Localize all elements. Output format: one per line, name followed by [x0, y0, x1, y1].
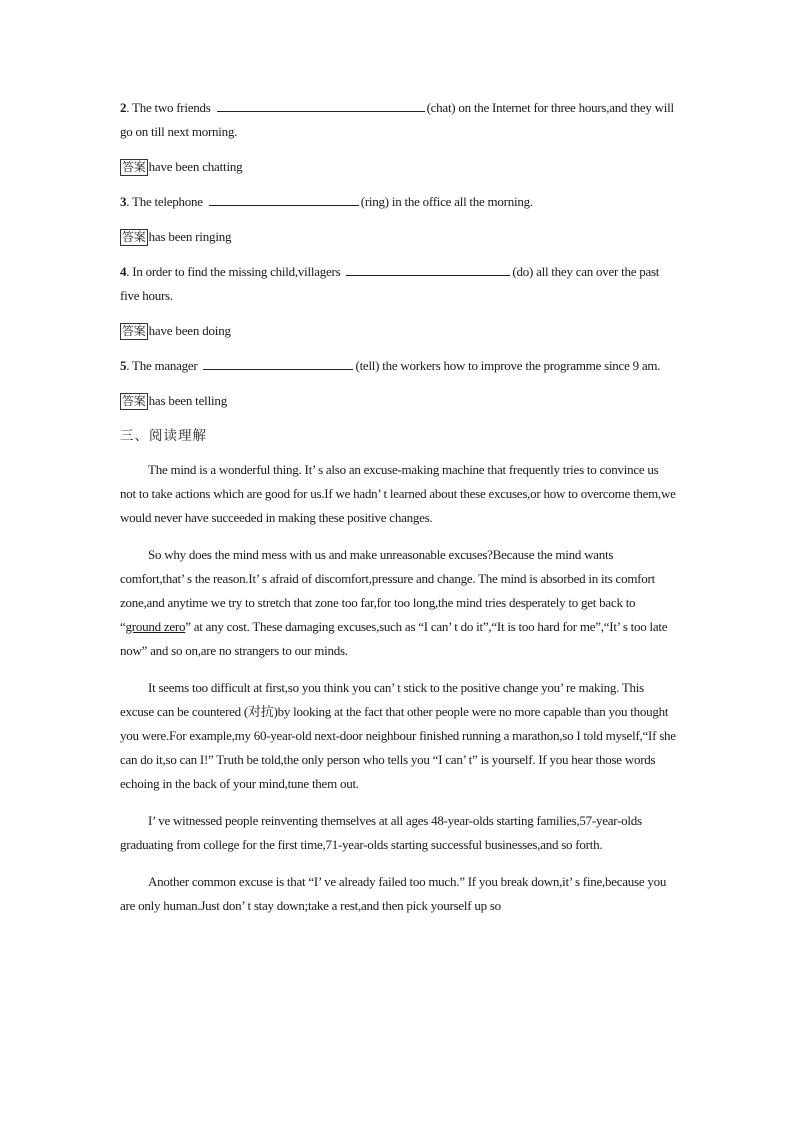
passage-paragraph-2: [120, 543, 676, 663]
answer-blank[interactable]: [217, 97, 425, 112]
question-hint: (tell) the workers how to improve the programme since 9 am.: [355, 358, 661, 373]
answer-line-4: [120, 321, 676, 341]
question-text: . The two friends: [126, 100, 214, 115]
question-hint: (ring) in the office all the morning.: [360, 194, 533, 209]
question-number: 2: [120, 100, 127, 115]
answer-blank[interactable]: [346, 261, 510, 276]
answer-blank[interactable]: [209, 191, 359, 206]
underlined-term: ground zero: [125, 619, 186, 634]
answer-tag: 答案: [122, 230, 146, 244]
question-text: . In order to find the missing child,villagers: [126, 264, 344, 279]
question-number: 5: [120, 358, 127, 373]
question-5: [120, 354, 676, 378]
answer-line-3: [120, 227, 676, 247]
question-hint: (do) all they can over the past five hours.: [120, 264, 660, 303]
answer-tag: 答案: [122, 324, 146, 338]
answer-text: have been chatting: [148, 159, 243, 174]
answer-text: has been telling: [148, 393, 227, 408]
passage-paragraph-5: Another common excuse is that “I’ ve already failed too much.” If you break down,it’ s fine,because you are only human.Just don’ t stay down;take a rest,and then pick yourself up so: [120, 874, 667, 913]
answer-text: have been doing: [148, 323, 231, 338]
document-page: [120, 96, 676, 931]
answer-line-2: [120, 157, 676, 177]
paragraph-text: So why does the mind mess with us and make unreasonable excuses?Because the mind wants comfort,that’ s the reason.It’ s afraid of discomfort,pressure and change. The mind is absorbed in its comfort zone,and anytime we try to stretch that zone too far,for too long,the mind tries desperately to get back to “: [120, 547, 655, 634]
answer-tag: 答案: [122, 160, 146, 174]
question-text: . The manager: [126, 358, 201, 373]
paragraph-text: ” at any cost. These damaging excuses,such as “I can’ t do it”,“It is too hard for me”,“It’ s too late now” and so on,are no strangers to our minds.: [120, 619, 668, 658]
passage-paragraph-1: The mind is a wonderful thing. It’ s also an excuse-making machine that frequently tries to convince us not to take actions which are good for us.If we hadn’ t learned about these excuses,or how to overcome them,we would never have succeeded in making these positive changes.: [120, 462, 676, 525]
question-number: 3: [120, 194, 127, 209]
passage-paragraph-4: I’ ve witnessed people reinventing themselves at all ages 48-year-olds starting families,57-year-olds graduating from college for the first time,71-year-olds starting successful businesses,and so forth.: [120, 813, 642, 852]
answer-line-5: [120, 391, 676, 411]
question-text: . The telephone: [126, 194, 206, 209]
answer-text: has been ringing: [148, 229, 232, 244]
question-number: 4: [120, 264, 127, 279]
passage-paragraph-3: It seems too difficult at first,so you think you can’ t stick to the positive change you’ re making. This excuse can be countered (对抗)by looking at the fact that other people were no more capable than you thought you were.For example,my 60-year-old next-door neighbour finished running a marathon,so I told myself,“If she can do it,so can I!” Truth be told,the only person who tells you “I can’ t” is yourself. If you hear those words echoing in the back of your mind,tune them out.: [120, 680, 676, 791]
question-hint: (chat) on the Internet for three hours,and they will go on till next morning.: [120, 100, 674, 139]
question-4: [120, 260, 676, 308]
answer-blank[interactable]: [203, 355, 353, 370]
section-title: 三、阅读理解: [120, 428, 207, 444]
question-2: [120, 96, 676, 144]
question-3: [120, 190, 676, 214]
answer-tag: 答案: [122, 394, 146, 408]
